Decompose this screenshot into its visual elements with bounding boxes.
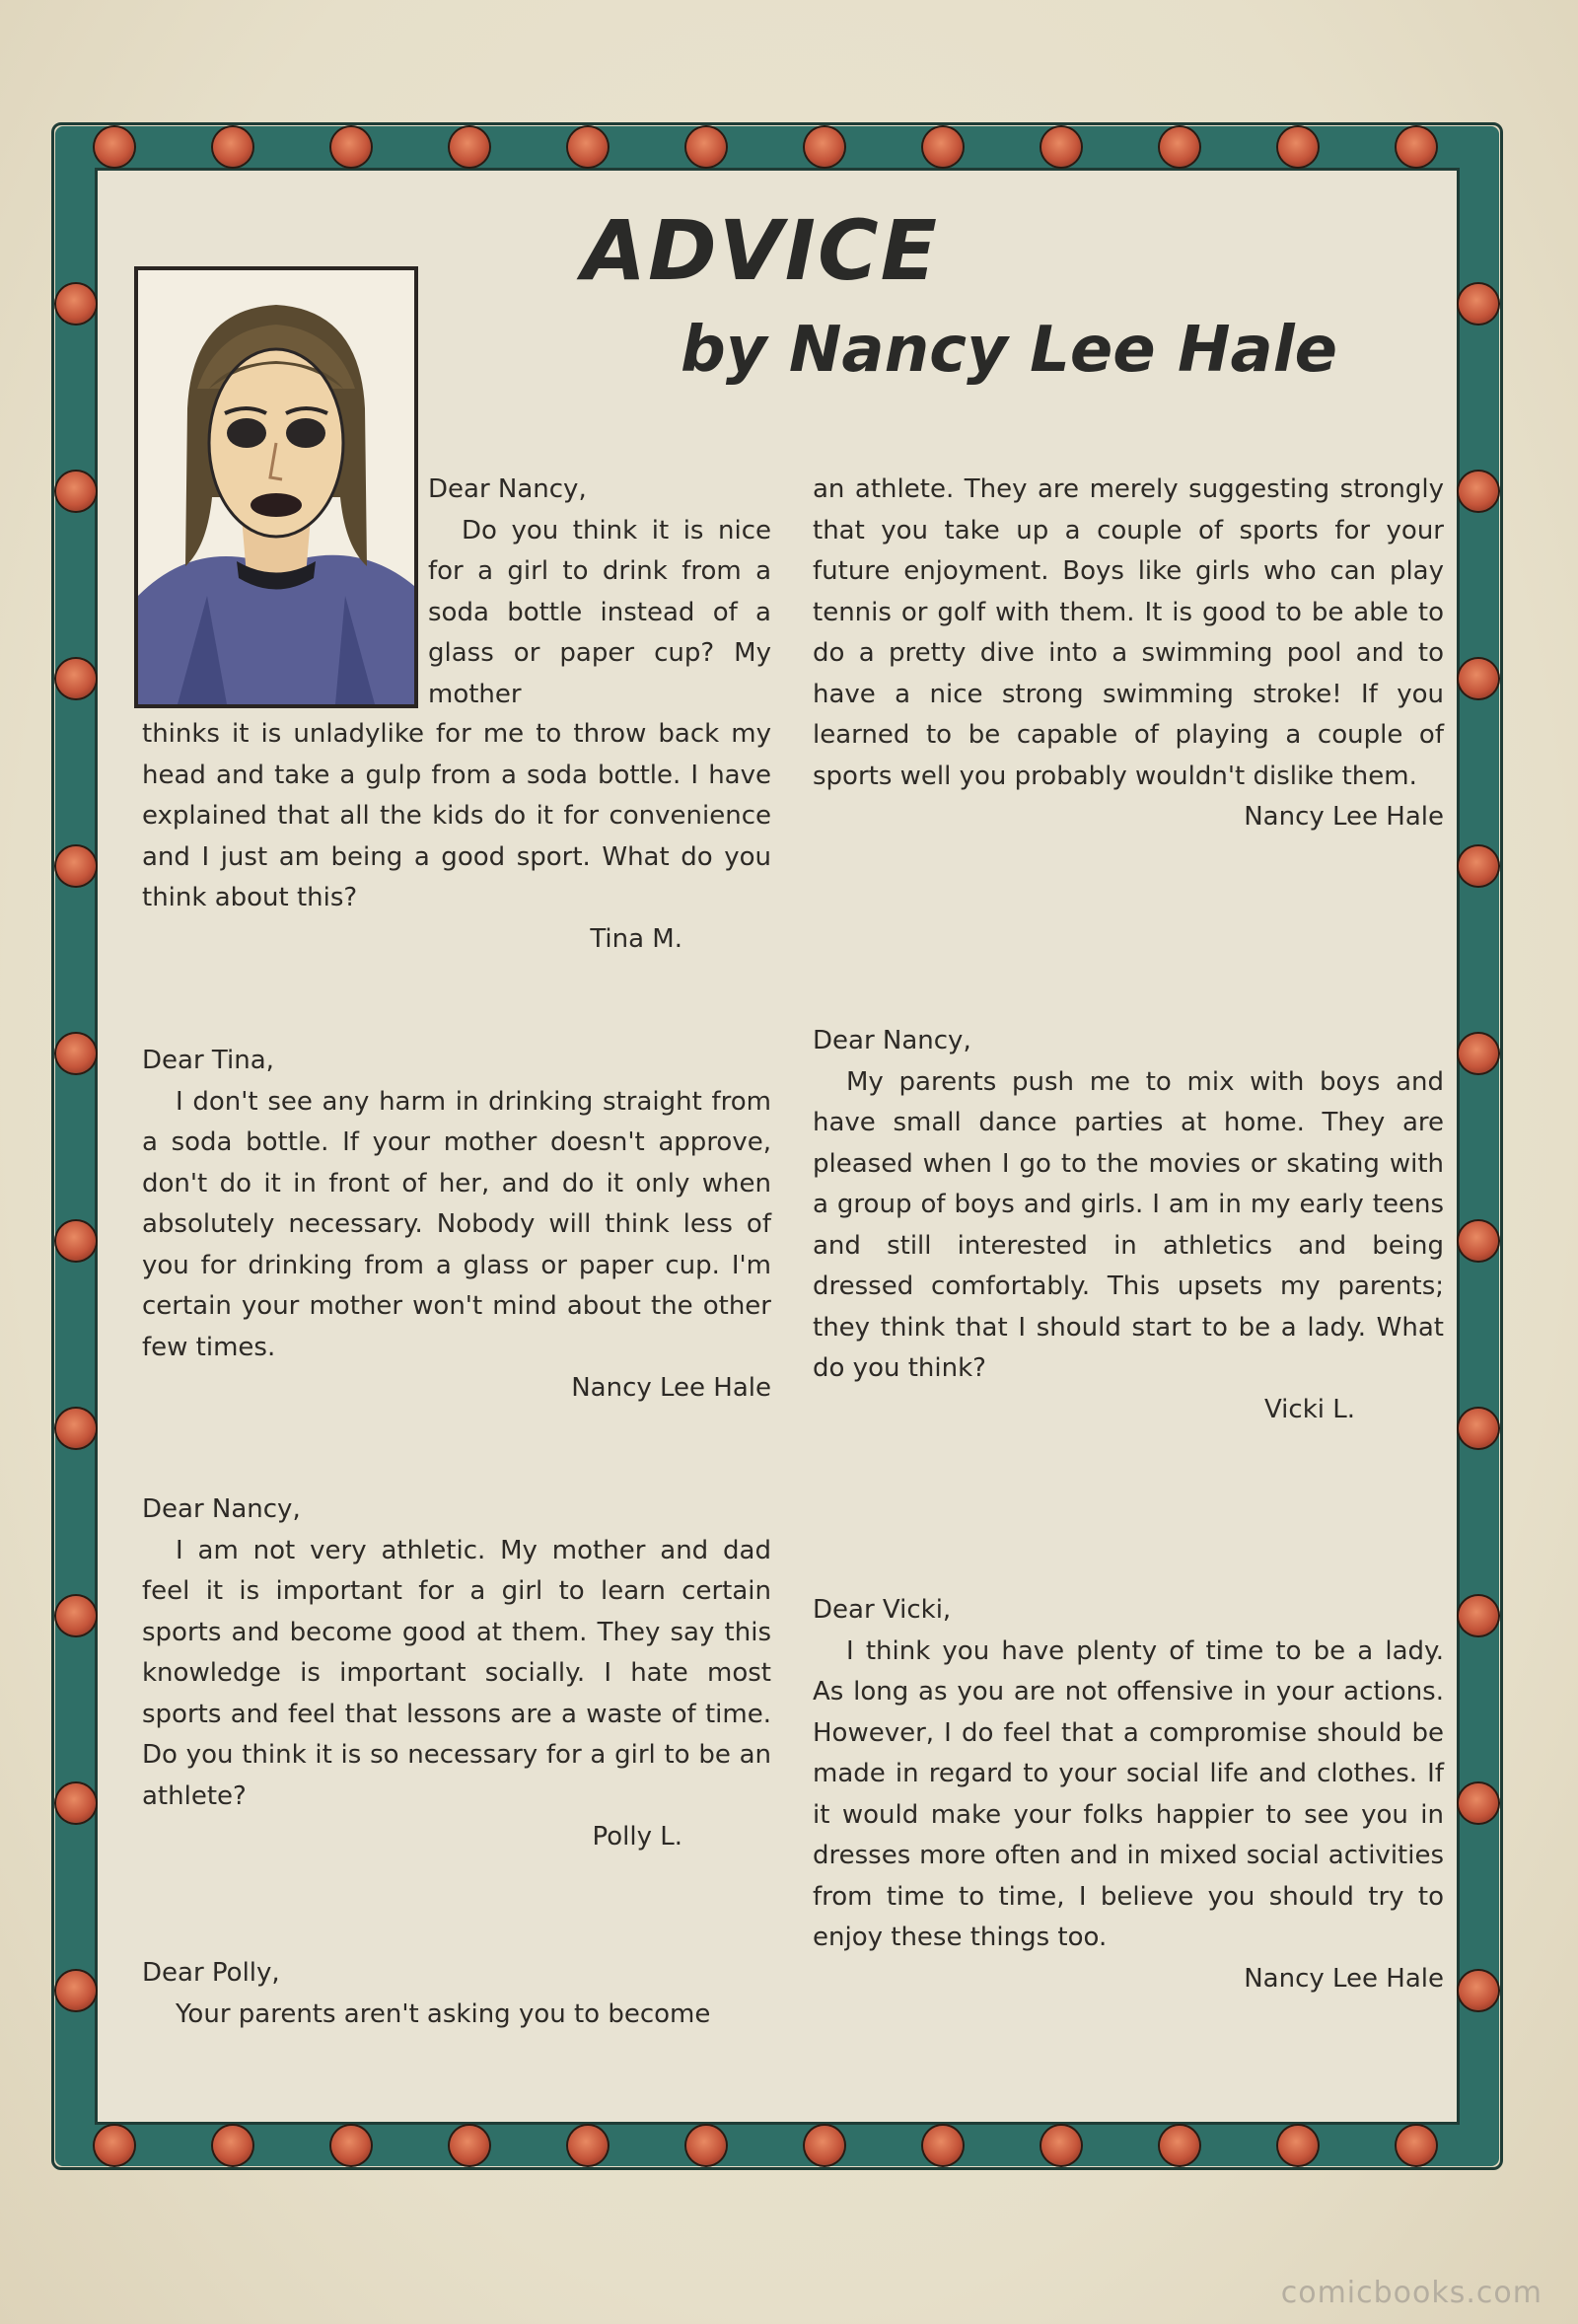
letter-vicki-body: My parents push me to mix with boys and have small dance parties at home. They are pleased when I go to the movies or skating with a group of boys and girls. I am in my early teens and still interested in athletics and being dressed comfortably. This upsets my parents; they think that I should start to be a lady. What do you think? [813,1066,1444,1383]
letter-tina-greeting: Dear Nancy, [428,474,587,504]
rose-ornament-icon [331,127,371,167]
rose-ornament-icon [1397,2126,1436,2165]
site-watermark: comicbooks.com [1280,2276,1542,2310]
reply-vicki-signature: Nancy Lee Hale [1244,1963,1444,1994]
rose-ornament-icon [1459,1596,1498,1635]
rose-ornament-icon [56,1783,96,1823]
letter-polly [142,1489,771,1858]
rose-ornament-icon [686,127,726,167]
rose-ornament-icon [923,2126,963,2165]
rose-ornament-icon [450,127,489,167]
letter-tina-body-wrap: Do you think it is nice for a girl to drink from a soda bottle instead of a glass or paper cup? My mother [428,515,771,709]
rose-ornament-icon [56,659,96,698]
rose-ornament-icon [1459,1034,1498,1073]
rose-ornament-icon [1278,127,1318,167]
reply-polly-signature: Nancy Lee Hale [1244,802,1444,832]
reply-polly-cont [813,470,1444,838]
rose-ornament-icon [1160,2126,1199,2165]
rose-ornament-icon [1160,127,1199,167]
reply-polly-start [142,1953,771,2035]
rose-ornament-icon [805,2126,844,2165]
rose-ornament-icon [568,127,608,167]
rose-ornament-icon [1459,472,1498,511]
rose-ornament-icon [56,1409,96,1448]
page-title: ADVICE [582,202,940,299]
rose-ornament-icon [1459,1221,1498,1261]
rose-ornament-icon [56,1971,96,2010]
rose-ornament-icon [1459,284,1498,324]
rose-ornament-icon [686,2126,726,2165]
letter-polly-signature: Polly L. [592,1822,682,1852]
rose-ornament-icon [1459,846,1498,886]
reply-tina-signature: Nancy Lee Hale [571,1373,771,1403]
rose-ornament-icon [213,2126,252,2165]
rose-ornament-icon [1278,2126,1318,2165]
rose-ornament-icon [1397,127,1436,167]
rose-ornament-icon [1459,659,1498,698]
rose-ornament-icon [1459,1409,1498,1448]
rose-ornament-icon [1459,1783,1498,1823]
reply-vicki-body: I think you have plenty of time to be a lady. As long as you are not offensive in your actions. However, I do feel that a compromise should be made in regard to your social life and clothes. If it would make your folks happier to see you in dresses more often and in mixed social activities from time to time, I believe you should try to enjoy these things too. [813,1635,1444,1952]
rose-ornament-icon [450,2126,489,2165]
rose-ornament-icon [1041,127,1081,167]
reply-vicki-greeting: Dear Vicki, [813,1595,952,1625]
byline: by Nancy Lee Hale [681,314,1338,387]
reply-tina-body: I don't see any harm in drinking straight from a soda bottle. If your mother doesn't approve, don't do it in front of her, and do it only when absolutely necessary. Nobody will think less of you for drinking from a glass or paper cup. I'm certain your mother won't mind about the other few times. [142,1086,771,1362]
letter-polly-body: I am not very athletic. My mother and dad feel it is important for a girl to learn certain sports and become good at them. They say this knowledge is important socially. I hate most sports and feel that lessons are a waste of time. Do you think it is so necessary for a girl to be an athlete? [142,1535,771,1811]
letter-tina-wrap [428,470,771,715]
portrait-icon [134,266,418,708]
reply-polly-body-cont: an athlete. They are merely suggesting strongly that you take up a couple of sports for your future enjoyment. Boys like girls who can play tennis or golf with them. It is good to be able to do a pretty dive into a swimming pool and to have a nice strong swimming stroke! If you learned to be capable of playing a couple of sports well you probably wouldn't dislike them. [813,474,1444,791]
rose-ornament-icon [56,1221,96,1261]
rose-ornament-icon [568,2126,608,2165]
rose-ornament-icon [1041,2126,1081,2165]
rose-ornament-icon [213,127,252,167]
rose-ornament-icon [56,846,96,886]
letter-tina-body-rest: thinks it is unladylike for me to throw back my head and take a gulp from a soda bottle. I have explained that all the kids do it for convenience and I just am being a good sport. What do you think about this? [142,719,771,912]
rose-ornament-icon [95,2126,134,2165]
reply-vicki [813,1590,1444,1999]
rose-ornament-icon [56,1034,96,1073]
rose-ornament-icon [95,127,134,167]
letter-polly-greeting: Dear Nancy, [142,1494,301,1524]
reply-polly-body-start: Your parents aren't asking you to become [176,1998,711,2029]
letter-tina-rest [142,714,771,960]
rose-ornament-icon [923,127,963,167]
letter-vicki-greeting: Dear Nancy, [813,1026,971,1055]
reply-tina-greeting: Dear Tina, [142,1046,274,1075]
rose-ornament-icon [805,127,844,167]
letter-vicki [813,1021,1444,1430]
rose-ornament-icon [56,472,96,511]
rose-ornament-icon [1459,1971,1498,2010]
reply-tina [142,1041,771,1410]
reply-polly-greeting: Dear Polly, [142,1958,280,1988]
rose-ornament-icon [56,284,96,324]
rose-ornament-icon [331,2126,371,2165]
letter-vicki-signature: Vicki L. [1263,1394,1355,1424]
letter-tina-signature: Tina M. [590,923,682,954]
rose-ornament-icon [56,1596,96,1635]
